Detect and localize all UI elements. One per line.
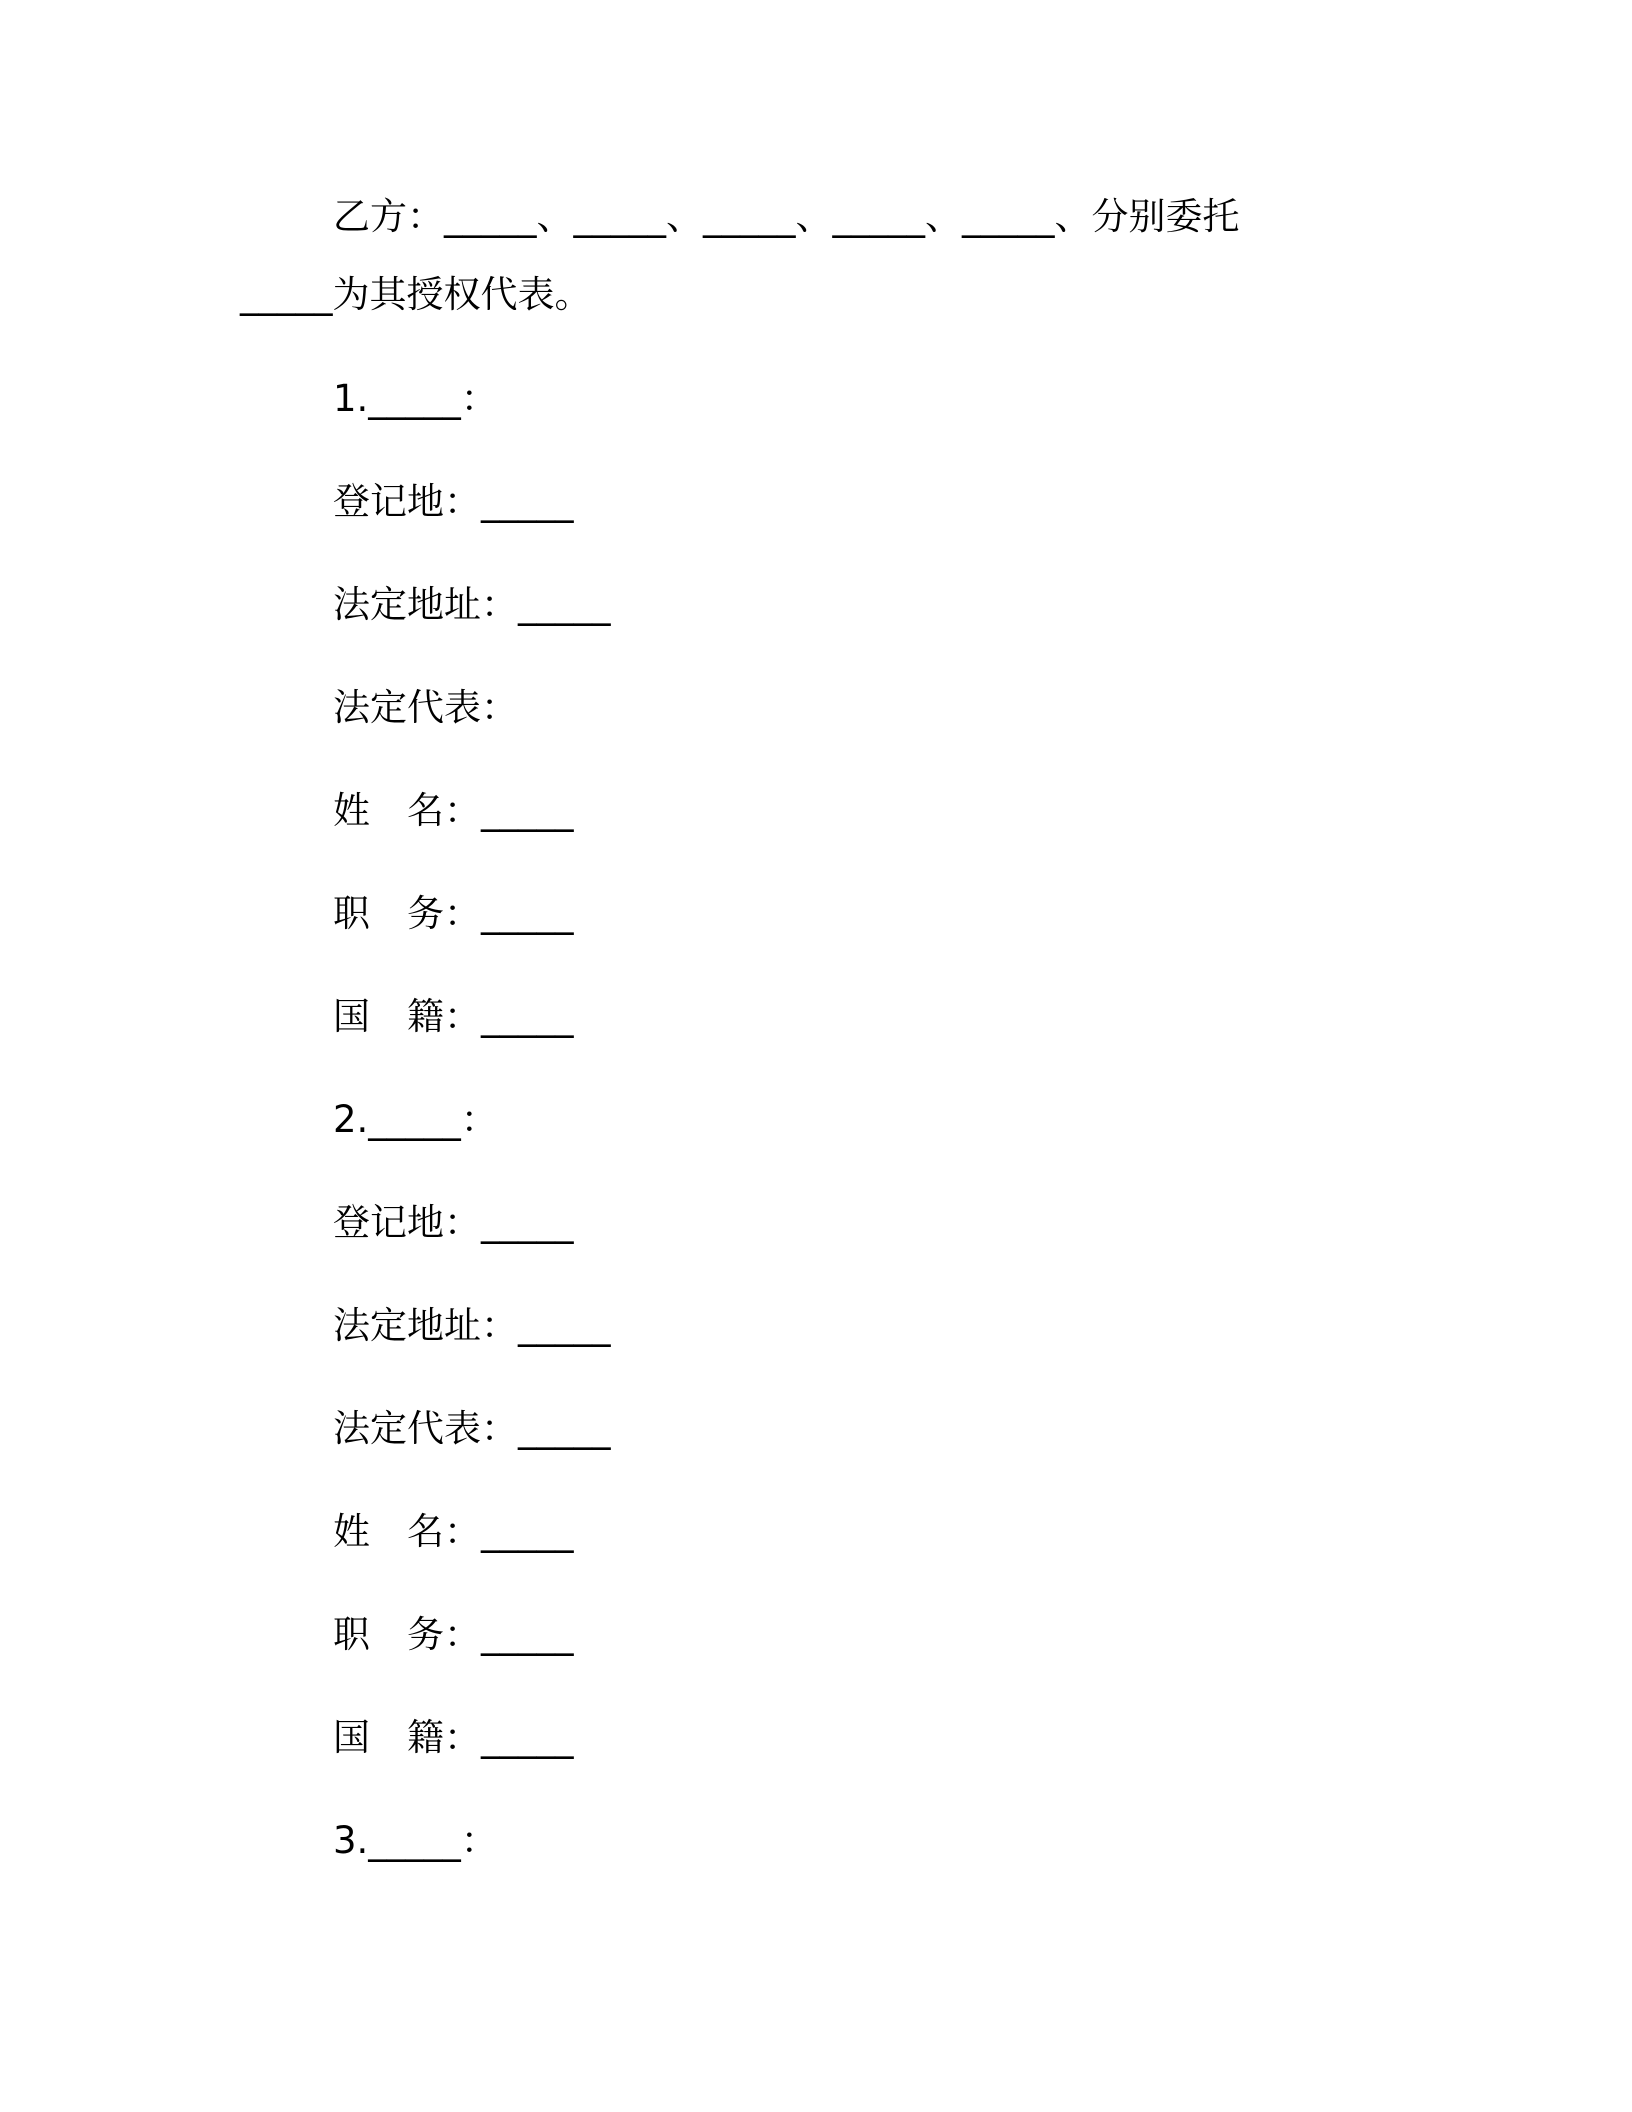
- section-2-legal-representative: 法定代表：_____: [333, 1407, 611, 1450]
- section-2-registration-place: 登记地：_____: [333, 1201, 574, 1244]
- section-1-position: 职 务：_____: [333, 892, 574, 935]
- section-2-position: 职 务：_____: [333, 1613, 574, 1656]
- section-1-registration-place: 登记地：_____: [333, 480, 574, 523]
- section-1-nationality: 国 籍：_____: [333, 995, 574, 1038]
- section-1-legal-representative: 法定代表：: [333, 686, 518, 729]
- section-1-legal-address: 法定地址：_____: [333, 583, 611, 626]
- section-2-heading: 2._____：: [333, 1098, 498, 1141]
- section-1-name: 姓 名：_____: [333, 789, 574, 832]
- section-2-legal-address: 法定地址：_____: [333, 1304, 611, 1347]
- section-2-nationality: 国 籍：_____: [333, 1716, 574, 1759]
- section-3-heading: 3._____：: [333, 1819, 498, 1862]
- section-1-heading: 1._____：: [333, 377, 498, 420]
- party-b-intro-line-1: 乙方：_____、_____、_____、_____、_____、分别委托: [333, 195, 1240, 238]
- section-2-name: 姓 名：_____: [333, 1510, 574, 1553]
- party-b-intro-line-2: _____为其授权代表。: [240, 273, 592, 316]
